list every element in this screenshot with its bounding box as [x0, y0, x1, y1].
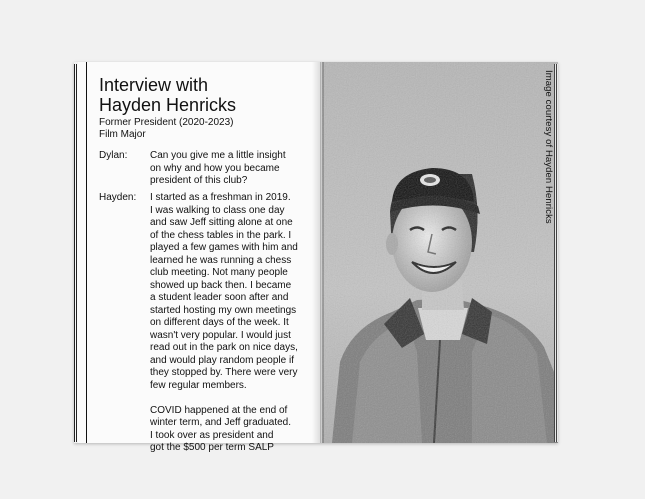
speaker-dylan: Dylan:	[99, 150, 128, 161]
interview-subtitle	[99, 117, 309, 140]
subtitle-major: Film Major	[99, 128, 146, 140]
speaker-hayden: Hayden:	[99, 192, 137, 203]
page-stack-right-edge	[554, 64, 558, 442]
book-gutter-shadow	[312, 62, 324, 443]
photo-credit: Image courtesy of Hayden Henricks	[543, 70, 554, 224]
photo-page	[322, 62, 558, 443]
question-text: Can you give me a little insight on why and how you became president of this club?	[150, 150, 286, 186]
interview-title: Interview with Hayden Henricks	[99, 75, 237, 115]
answer-text: I started as a freshman in 2019. I was walking to class one day and saw Jeff sitting alone at one of the chess tables in the park. I played a few games with him and learned he was running a chess club meeting. Not many people showed up back then. I became a student leader soon after and started hosting my own meetings on different days of the week. It wasn't very popular. I would just read out in the park on nice days, and would play random people if they stopped by. There were very few regular members. COVID happened at the end of winter term, and Jeff graduated. I took over as president and got the $500 per term SALP	[150, 192, 298, 453]
subtitle-role: Former President (2020-2023)	[99, 117, 234, 128]
portrait-photo	[322, 62, 558, 443]
margin-rule	[86, 62, 87, 443]
